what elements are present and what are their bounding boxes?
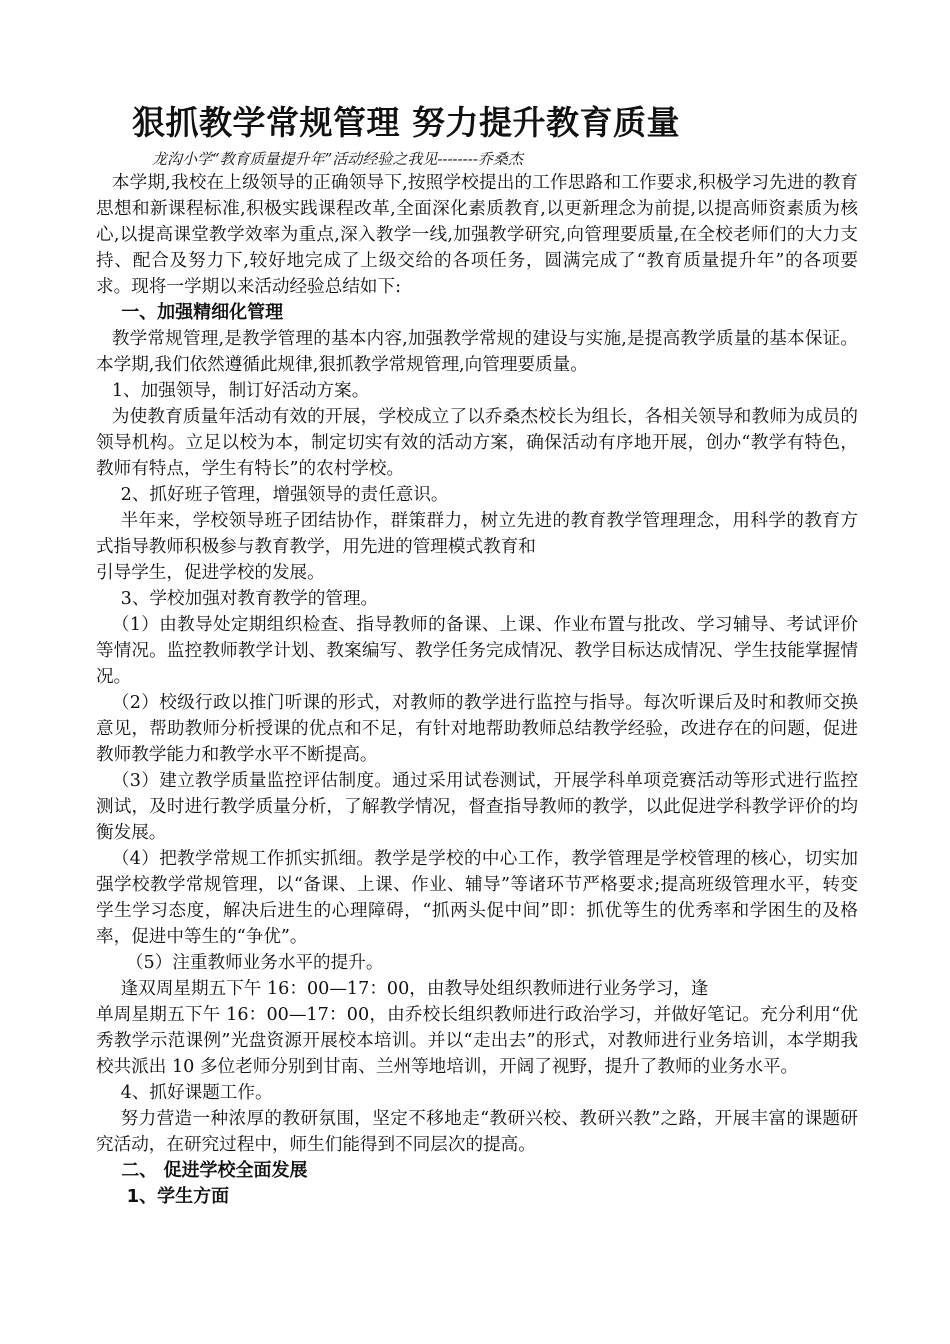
body-paragraph: 1、加强领导，制订好活动方案。 (111, 381, 370, 401)
body-paragraph: 为使教育质量年活动有效的开展，学校成立了以乔桑杰校长为组长，各相关领导和教师为成员的领导机构。立足以校为本，制定切实有效的活动方案，确保活动有序地开展，创办“教学有特色，教师有特点，学生有特长”的农村学校。 (96, 407, 858, 479)
body-paragraph: （1）由教导处定期组织检查、指导教师的备课、上课、作业布置与批改、学习辅导、考试评价等情况。监控教师教学计划、教案编写、教学任务完成情况、教学目标达成情况、学生技能掌握情况。 (96, 615, 858, 687)
body-paragraph: （5）注重教师业务水平的提升。 (125, 953, 384, 973)
body-paragraph: 4、抓好课题工作。 (120, 1083, 273, 1103)
body-paragraph: 半年来，学校领导班子团结协作，群策群力，树立先进的教育教学管理理念，用科学的教育方式指导教师积极参与教育教学，用先进的管理模式教育和 (96, 511, 858, 557)
document-body (96, 170, 858, 1210)
body-paragraph: （3）建立教学质量监控评估制度。通过采用试卷测试，开展学科单项竞赛活动等形式进行监控测试，及时进行教学质量分析，了解教学情况，督查指导教师的教学，以此促进学科教学评价的均衡发展。 (96, 771, 858, 843)
document-title: 狠抓教学常规管理 努力提升教育质量 (132, 103, 680, 142)
body-paragraph: 单周星期五下午 16：00—17：00，由乔校长组织教师进行政治学习，并做好笔记。充分利用“优秀教学示范课例”光盘资源开展校本培训。并以“走出去”的形式，对教师进行业务培训，本学期我校共派出 10 多位老师分别到甘南、兰州等地培训，开阔了视野，提升了教师的业务水平。 (96, 1005, 858, 1077)
body-paragraph: 逢双周星期五下午 16：00—17：00，由教导处组织教师进行业务学习，逢 (120, 979, 709, 999)
body-paragraph: 2、抓好班子管理，增强领导的责任意识。 (120, 485, 449, 505)
body-paragraph: （2）校级行政以推门听课的形式，对教师的教学进行监控与指导。每次听课后及时和教师交换意见，帮助教师分析授课的优点和不足，有针对地帮助教师总结教学经验，改进存在的问题，促进教师教学能力和教学水平不断提高。 (96, 693, 858, 765)
document-subtitle: 龙沟小学“教育质量提升年”活动经验之我见--------乔桑杰 (152, 150, 523, 168)
body-paragraph: 3、学校加强对教育教学的管理。 (120, 589, 379, 609)
body-paragraph: 教学常规管理,是教学管理的基本内容,加强教学常规的建设与实施,是提高教学质量的基本保证。本学期,我们依然遵循此规律,狠抓教学常规管理,向管理要质量。 (96, 329, 858, 375)
body-paragraph: 引导学生，促进学校的发展。 (96, 563, 325, 583)
section-heading: 二、 促进学校全面发展 (121, 1160, 308, 1181)
document-page (96, 100, 858, 1210)
body-paragraph: 努力营造一种浓厚的教研氛围，坚定不移地走“教研兴校、教研兴教”之路，开展丰富的课题研究活动，在研究过程中，师生们能得到不同层次的提高。 (96, 1109, 858, 1155)
section-heading: 一、加强精细化管理 (121, 302, 284, 323)
body-paragraph: 本学期,我校在上级领导的正确领导下,按照学校提出的工作思路和工作要求,积极学习先进的教育思想和新课程标准,积极实践课程改革,全面深化素质教育,以更新理念为前提,以提高师资素质为核心,以提高课堂教学效率为重点,深入教学一线,加强教学研究,向管理要质量,在全校老师们的大力支持、配合及努力下,较好地完成了上级交给的各项任务，圆满完成了“教育质量提升年”的各项要求。现将一学期以来活动经验总结如下: (96, 173, 858, 297)
section-heading: 1、学生方面 (126, 1186, 230, 1207)
body-paragraph: （4）把教学常规工作抓实抓细。教学是学校的中心工作，教学管理是学校管理的核心，切实加强学校教学常规管理，以“备课、上课、作业、辅导”等诸环节严格要求;提高班级管理水平，转变学生学习态度，解决后进生的心理障碍，“抓两头促中间”即：抓优等生的优秀率和学困生的及格率，促进中等生的“争优”。 (96, 849, 858, 947)
